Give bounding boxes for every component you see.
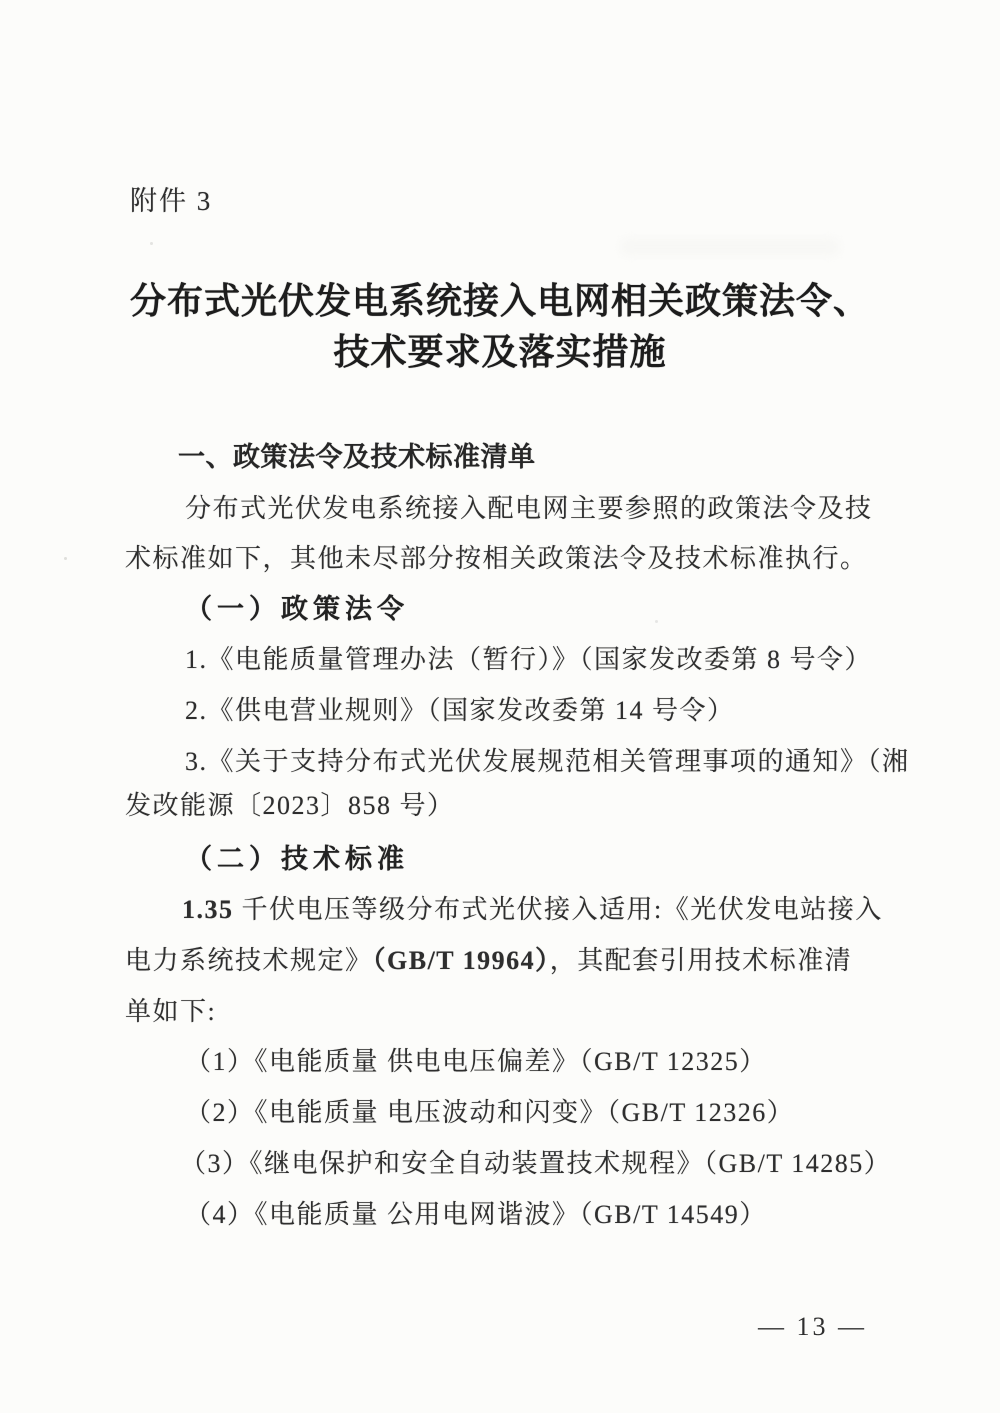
document-title-line-2: 技术要求及落实措施: [333, 332, 667, 372]
tech-intro-line-2-bold: （GB/T 19964）: [372, 946, 550, 975]
document-title-line-1: 分布式光伏发电系统接入电网相关政策法令、: [129, 281, 870, 321]
standard-item-1: （1）《电能质量 供电电压偏差》（GB/T 12325）: [185, 1047, 767, 1076]
tech-intro-line-2-post: ，其配套引用技术标准清: [549, 946, 853, 975]
subsection-2-heading: （二）技术标准: [185, 844, 409, 874]
policy-item-3-line-2: 发改能源〔2023〕858 号）: [125, 791, 455, 820]
page-number: — 13 —: [758, 1312, 867, 1341]
scan-speck: [655, 620, 658, 623]
subsection-1-heading: （一）政策法令: [185, 594, 409, 624]
scan-artifact: [620, 238, 840, 256]
policy-item-3-line-1: 3.《关于支持分布式光伏发展规范相关管理事项的通知》（湘: [185, 747, 910, 776]
standard-item-2: （2）《电能质量 电压波动和闪变》（GB/T 12326）: [185, 1098, 795, 1127]
standard-item-4: （4）《电能质量 公用电网谐波》（GB/T 14549）: [185, 1200, 767, 1229]
intro-line-1: 分布式光伏发电系统接入配电网主要参照的政策法令及技: [185, 494, 873, 523]
scan-speck: [150, 242, 153, 245]
tech-intro-line-2-pre: 电力系统技术规定》: [125, 946, 373, 975]
tech-intro-line-1-bold: 1.35: [182, 895, 234, 924]
tech-intro-line-1-rest: 千伏电压等级分布式光伏接入适用:《光伏发电站接入: [233, 895, 883, 924]
scan-speck: [64, 557, 67, 560]
section-1-heading: 一、政策法令及技术标准清单: [178, 442, 536, 472]
tech-intro-line-1: [182, 893, 883, 927]
tech-intro-line-3: 单如下:: [125, 997, 217, 1026]
policy-item-2: 2.《供电营业规则》（国家发改委第 14 号令）: [185, 696, 735, 725]
tech-intro-line-2: [125, 944, 852, 978]
policy-item-1: 1.《电能质量管理办法（暂行）》（国家发改委第 8 号令）: [185, 645, 873, 674]
attachment-label: 附件 3: [130, 186, 213, 216]
intro-line-2: 术标准如下，其他未尽部分按相关政策法令及技术标准执行。: [125, 544, 868, 573]
standard-item-3: （3）《继电保护和安全自动装置技术规程》（GB/T 14285）: [180, 1149, 892, 1178]
